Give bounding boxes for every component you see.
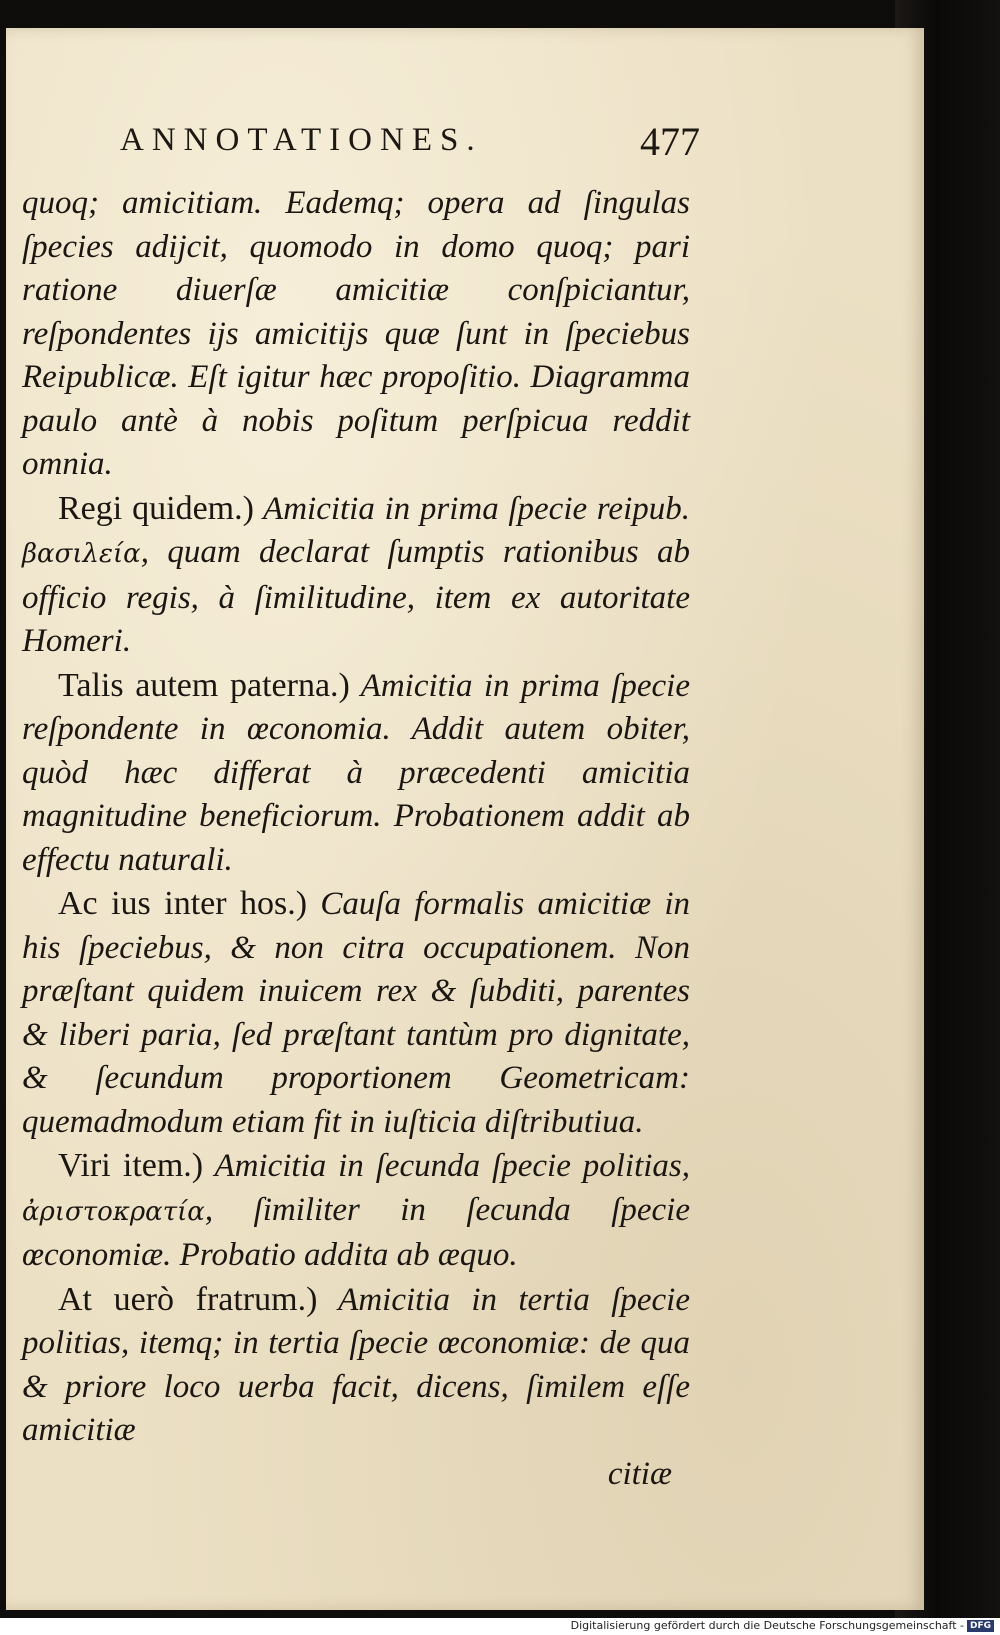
running-title: ANNOTATIONES. — [120, 122, 483, 158]
body-text — [22, 182, 690, 1496]
paragraph-text: Cauſa formalis amicitiæ in his ſpeciebus, & non citra occupationem. Non præſtant quidem inuicem rex & ſubditi, parentes & liberi paria, ſed præſtant tantùm pro dignitate, & ſecundum proportionem Geometricam: quemadmodum etiam fit in iuſticia diſtributiua. — [22, 886, 690, 1140]
paragraph — [22, 664, 690, 883]
paragraph — [22, 882, 690, 1144]
greek-term: ἀριστοκρατία — [22, 1196, 205, 1227]
catchword: citiæ — [607, 1455, 672, 1492]
paragraph — [22, 1278, 690, 1453]
paragraph-text-continued: , quam declarat ſumptis rationibus ab officio regis, à ſimilitudine, item ex autoritate Homeri. — [22, 534, 690, 659]
paragraph — [22, 1144, 690, 1278]
page-number: 477 — [640, 119, 700, 164]
paragraph — [22, 487, 690, 664]
paragraph-text-continued: , ſimiliter in ſecunda ſpecie œconomiæ. Probatio addita ab æquo. — [22, 1191, 690, 1273]
greek-term: βασιλεία — [22, 539, 141, 569]
paragraph-text: Amicitia in prima ſpecie reipub. — [263, 490, 690, 527]
paragraph-text: Amicitia in prima ſpecie reſpondente in œconomia. Addit autem obiter, quòd hæc differat à præcedenti amicitia magnitudine beneficiorum. Probationem addit ab effectu naturali. — [22, 667, 690, 878]
paragraph — [22, 182, 690, 487]
lemma: At uerò fratrum.) — [58, 1280, 318, 1318]
lemma: Ac ius inter hos.) — [58, 885, 308, 922]
paragraph-text: Amicitia in tertia ſpecie politias, itemq; in tertia ſpecie œconomiæ: de qua & priore loco uerba facit, dicens, ſimilem eſſe amicitiæ — [22, 1281, 690, 1448]
paragraph-text: quoq; amicitiam. Eademq; opera ad ſingulas ſpecies adijcit, quomodo in domo quoq; pari ratione diuerſæ amicitiæ conſpiciantur, reſpondentes ijs amicitijs quæ ſunt in ſpeciebus Reipublicæ. Eſt igitur hæc propoſitio. Diagramma paulo antè à nobis poſitum perſpicua reddit omnia. — [22, 185, 690, 482]
digitization-footer — [0, 1618, 1000, 1635]
dfg-logo: DFG — [967, 1620, 994, 1632]
paragraph-text: Amicitia in ſecunda ſpecie politias, — [214, 1148, 690, 1184]
running-head — [110, 118, 700, 168]
footer-credit: Digitalisierung gefördert durch die Deutsche Forschungsgemeinschaft - — [570, 1619, 964, 1632]
lemma: Regi quidem.) — [58, 489, 254, 527]
lemma: Viri item.) — [58, 1147, 204, 1184]
lemma: Talis autem paterna.) — [58, 666, 350, 704]
